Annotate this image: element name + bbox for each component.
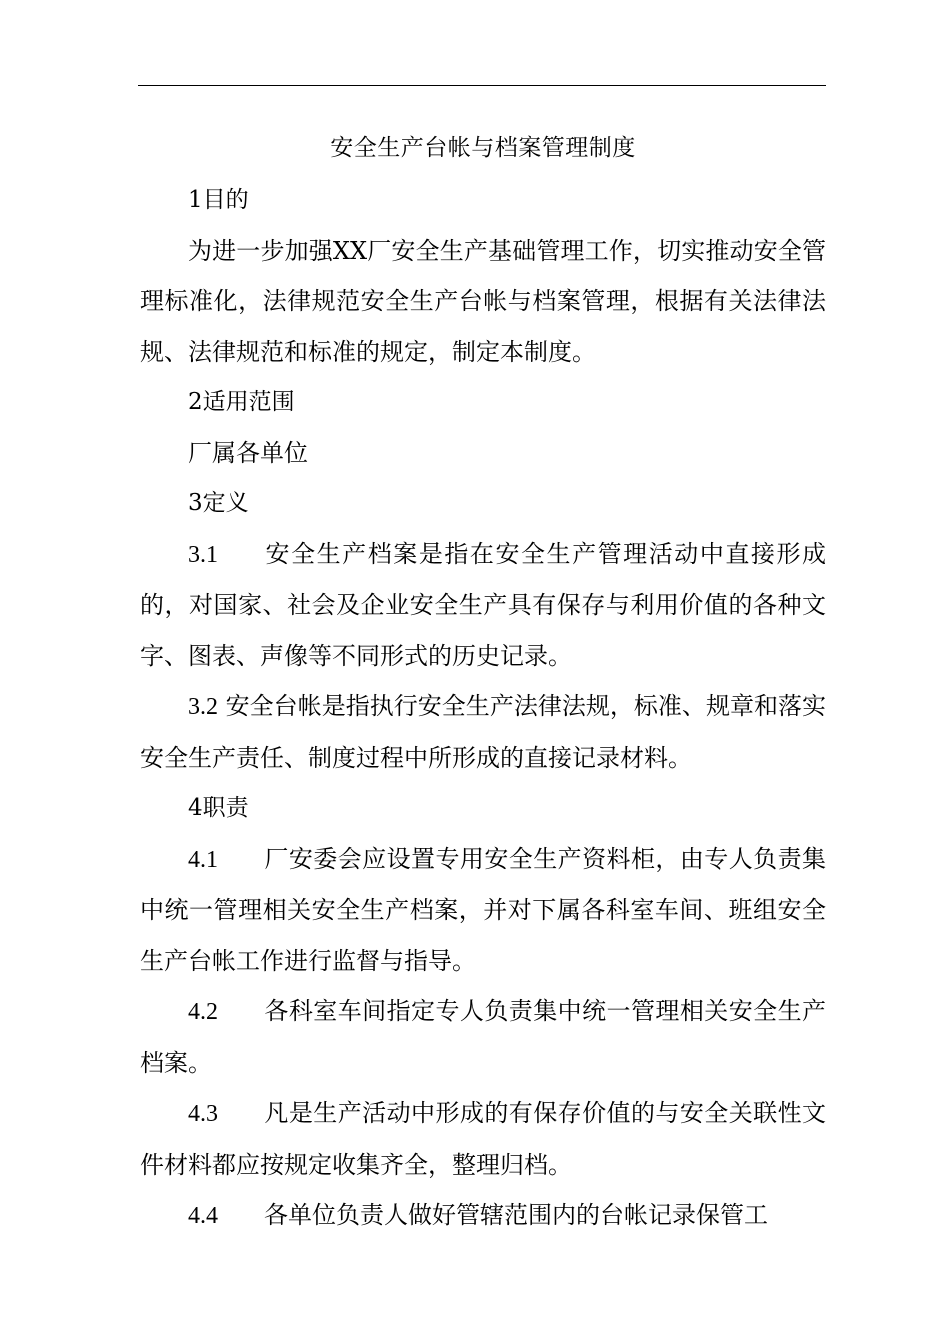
clause-4-3 [140,1088,826,1190]
clause-3-2 [140,681,826,783]
clause-text: 凡是生产活动中形成的有保存价值的与安全关联性文件材料都应按规定收集齐全，整理归档。 [140,1099,826,1179]
clause-text: 厂安委会应设置专用安全生产资料柜，由专人负责集中统一管理相关安全生产档案，并对下属各科室车间、班组安全生产台帐工作进行监督与指导。 [140,844,826,975]
clause-text: 各科室车间指定专人负责集中统一管理相关安全生产档案。 [140,997,826,1077]
section-heading-4: 4职责 [188,795,249,821]
clause-text: 各单位负责人做好管辖范围内的台帐记录保管工 [264,1201,768,1229]
clause-number: 3.2 [188,694,218,720]
clause-3-1 [140,529,826,682]
clause-number: 4.4 [188,1203,218,1229]
section-1-paragraph: 为进一步加强XX厂安全生产基础管理工作，切实推动安全管理标准化，法律规范安全生产台帐与档案管理，根据有关法律法规、法律规范和标准的规定，制定本制度。 [140,236,826,366]
clause-text: 安全台帐是指执行安全生产法律法规，标准、规章和落实安全生产责任、制度过程中所形成的直接记录材料。 [140,692,826,772]
section-2-paragraph: 厂属各单位 [188,438,308,467]
section-heading-2: 2适用范围 [188,389,295,415]
document-body [140,125,826,1242]
section-heading-3: 3定义 [188,490,249,516]
clause-number: 3.1 [188,541,218,568]
clause-4-4 [140,1190,826,1242]
clause-number: 4.3 [188,1101,218,1127]
clause-4-2 [140,986,826,1088]
clause-number: 4.1 [188,846,218,873]
document-title: 安全生产台帐与档案管理制度 [330,135,636,161]
header-rule [138,85,826,86]
clause-text: 安全生产档案是指在安全生产管理活动中直接形成的，对国家、社会及企业安全生产具有保存与利用价值的各种文字、图表、声像等不同形式的历史记录。 [140,539,826,670]
section-heading-1: 1目的 [188,187,249,213]
clause-4-1 [140,834,826,987]
clause-number: 4.2 [188,999,218,1025]
